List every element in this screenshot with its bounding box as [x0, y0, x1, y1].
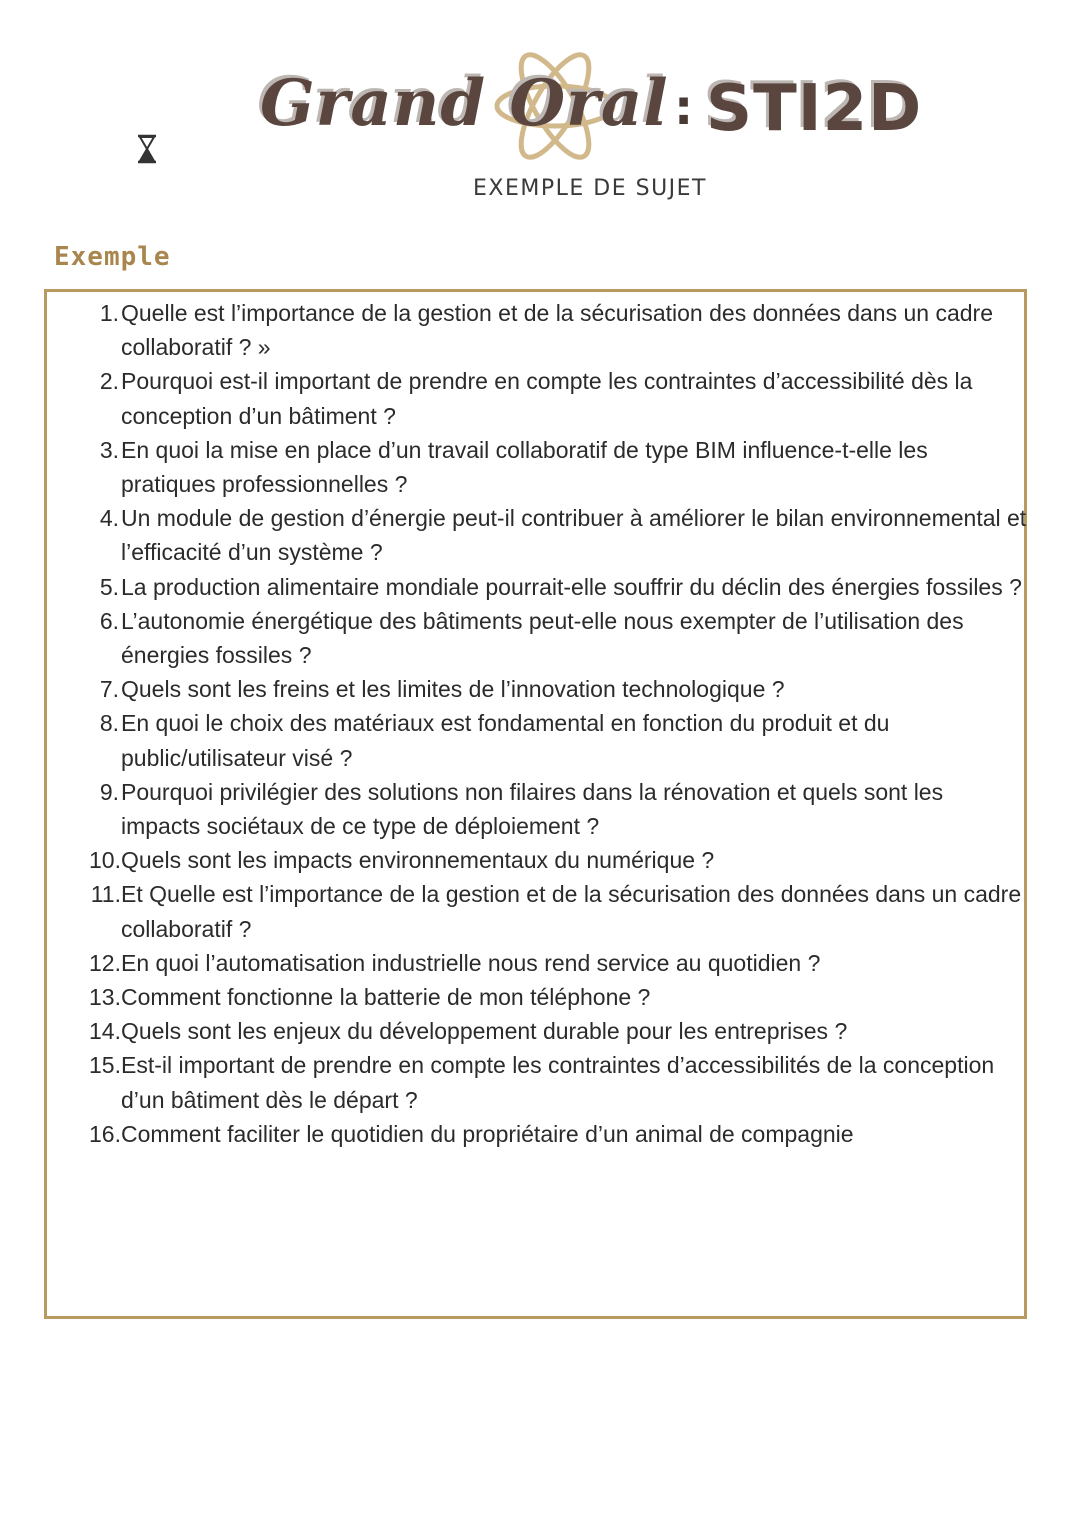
question-item — [87, 604, 1027, 672]
question-text: Pourquoi privilégier des solutions non filaires dans la rénovation et quels sont les impacts sociétaux de ce type de déploiement ? — [121, 778, 944, 840]
question-item — [87, 706, 1027, 774]
question-number: 1. — [99, 300, 119, 326]
question-item — [87, 570, 1027, 604]
question-number: 12. — [89, 949, 121, 976]
question-list — [87, 296, 1027, 1151]
question-number: 7. — [99, 676, 119, 703]
question-item — [87, 296, 1027, 364]
question-text: En quoi la mise en place d’un travail collaboratif de type BIM influence-t-elle les pratiques professionnelles ? — [121, 436, 928, 498]
question-number: 8. — [99, 710, 119, 737]
question-text: L’autonomie énergétique des bâtiments peut-elle nous exempter de l’utilisation des énergies fossiles ? — [121, 607, 964, 669]
question-text: En quoi l’automatisation industrielle nous rend service au quotidien ? — [121, 949, 821, 976]
question-number: 13. — [89, 984, 121, 1011]
question-item — [87, 672, 1027, 706]
question-text: Pourquoi est-il important de prendre en compte les contraintes d’accessibilité dès la conception d’un bâtiment ? — [121, 368, 973, 429]
question-item — [87, 1117, 1027, 1151]
question-item — [87, 364, 1027, 432]
question-item — [87, 775, 1027, 843]
hourglass-icon — [136, 134, 158, 164]
question-item — [87, 1048, 1027, 1116]
title-separator: : — [674, 80, 694, 136]
question-box — [44, 289, 1027, 1319]
page-title — [250, 58, 923, 168]
question-text: Comment faciliter le quotidien du propriétaire d’un animal de compagnie — [121, 1120, 854, 1147]
question-item — [87, 501, 1027, 569]
question-number: 2. — [99, 368, 119, 395]
question-item — [87, 1014, 1027, 1048]
question-number: 3. — [99, 436, 119, 463]
question-text: Et Quelle est l’importance de la gestion et de la sécurisation des données dans un cadre collaboratif ? — [121, 881, 1022, 942]
question-text: Un module de gestion d’énergie peut-il contribuer à améliorer le bilan environnemental et l’efficacité d’un système ? — [121, 505, 1027, 566]
title-sti2d: STI2D — [706, 72, 923, 146]
question-text: Quels sont les impacts environnementaux du numérique ? — [121, 847, 715, 874]
question-item — [87, 980, 1027, 1014]
question-item — [87, 433, 1027, 501]
question-number: 6. — [99, 607, 119, 634]
question-item — [87, 946, 1027, 980]
question-item — [87, 843, 1027, 877]
section-label: Exemple — [54, 242, 171, 272]
question-number: 14. — [89, 1018, 121, 1045]
question-text: En quoi le choix des matériaux est fondamental en fonction du produit et du public/utilisateur visé ? — [121, 710, 890, 771]
question-number: 9. — [99, 778, 119, 805]
question-item — [87, 877, 1027, 945]
question-number: 16. — [89, 1120, 121, 1147]
page-subtitle: EXEMPLE DE SUJET — [473, 176, 707, 201]
question-number: 15. — [89, 1052, 121, 1079]
question-text: Quels sont les freins et les limites de l’innovation technologique ? — [121, 676, 785, 703]
question-number: 5. — [99, 573, 119, 600]
question-text: Quelle est l’importance de la gestion et de la sécurisation des données dans un cadre collaboratif ? » — [121, 300, 993, 361]
question-text: Comment fonctionne la batterie de mon téléphone ? — [121, 984, 651, 1011]
question-number: 10. — [89, 847, 121, 874]
question-text: Quels sont les enjeux du développement durable pour les entreprises ? — [121, 1018, 848, 1045]
title-script: Grand Oral — [260, 66, 669, 141]
question-text: Est-il important de prendre en compte les contraintes d’accessibilités de la conception d’un bâtiment dès le départ ? — [121, 1052, 995, 1113]
question-number: 11. — [90, 881, 121, 908]
question-text: La production alimentaire mondiale pourrait-elle souffrir du déclin des énergies fossiles ? — [121, 573, 1022, 600]
question-number: 4. — [99, 505, 119, 532]
